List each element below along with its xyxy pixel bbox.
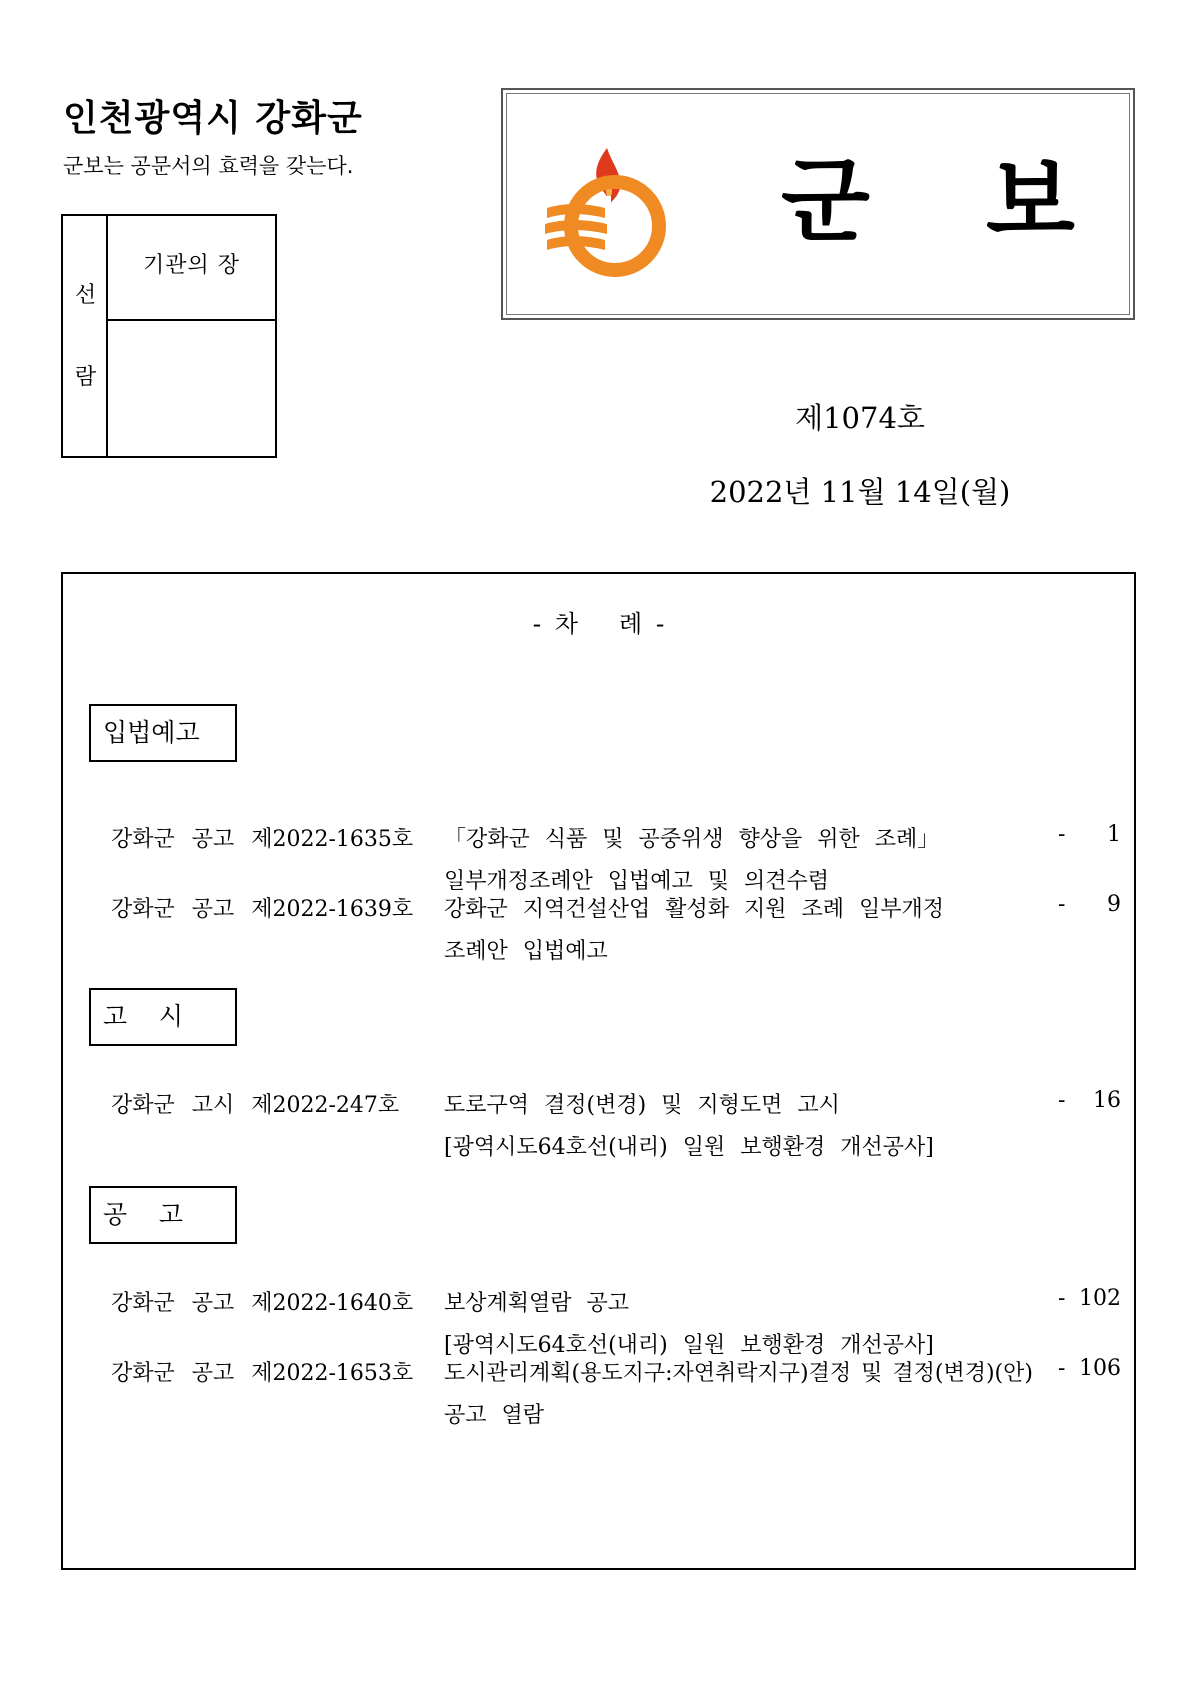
toc-title: - 차 례 - [532, 610, 665, 638]
motto: 군보는 공문서의 효력을 갖는다. [63, 154, 354, 178]
entry-page: 16 [1093, 1088, 1121, 1113]
entry-dash: - [1058, 822, 1066, 847]
review-side-label-top: 선 [74, 283, 97, 308]
entry-dash: - [1058, 1286, 1066, 1311]
entry-title-line1: 도로구역 결정(변경) 및 지형도면 고시 [444, 1093, 840, 1118]
section-label-announcement: 고 시 [89, 988, 237, 1046]
review-side-label-bottom: 람 [74, 365, 97, 390]
entry-title-line2: 일부개정조례안 입법예고 및 의견수렴 [444, 869, 830, 894]
entry-dash: - [1058, 1356, 1066, 1381]
toc-entry[interactable] [111, 892, 1121, 982]
entry-page: 1 [1107, 822, 1121, 847]
entry-page: 106 [1079, 1356, 1121, 1381]
entry-title-line2: 공고 열람 [444, 1403, 545, 1428]
entry-number: 강화군 공고 제2022-1653호 [111, 1361, 414, 1386]
banner-title-char-1: 군 [781, 148, 870, 255]
entry-number: 강화군 공고 제2022-1640호 [111, 1291, 414, 1316]
entry-number: 강화군 고시 제2022-247호 [111, 1093, 400, 1118]
publish-date: 2022년 11월 14일(월) [709, 475, 1011, 509]
table-of-contents [61, 572, 1136, 1570]
entry-title-line1: 강화군 지역건설산업 활성화 지원 조례 일부개정 [444, 897, 945, 922]
ganghwa-county-emblem-icon [543, 138, 683, 278]
entry-title-line2: [광역시도64호선(내리) 일원 보행환경 개선공사] [444, 1333, 934, 1358]
organization-name: 인천광역시 강화군 [63, 98, 363, 139]
banner-title-char-2: 보 [986, 148, 1075, 255]
entry-dash: - [1058, 892, 1066, 917]
entry-number: 강화군 공고 제2022-1635호 [111, 827, 414, 852]
gazette-banner [501, 88, 1135, 320]
section-label-public-notice: 공 고 [89, 1186, 237, 1244]
toc-entry[interactable] [111, 1088, 1121, 1178]
entry-page: 102 [1079, 1286, 1121, 1311]
entry-dash: - [1058, 1088, 1066, 1113]
entry-number: 강화군 공고 제2022-1639호 [111, 897, 414, 922]
entry-title-line2: 조례안 입법예고 [444, 939, 608, 964]
entry-page: 9 [1107, 892, 1121, 917]
review-side-column [63, 216, 108, 456]
issue-number: 제1074호 [795, 401, 925, 435]
entry-title-line1: 보상계획열람 공고 [444, 1291, 630, 1316]
toc-entry[interactable] [111, 1356, 1121, 1446]
review-head-label: 기관의 장 [108, 216, 275, 321]
entry-title-line1: 「강화군 식품 및 공중위생 향상을 위한 조례」 [444, 827, 940, 852]
section-label-legislative-notice: 입법예고 [89, 704, 237, 762]
entry-title-line1: 도시관리계획(용도지구:자연취락지구)결정 및 결정(변경)(안) [444, 1361, 1033, 1386]
entry-title-line2: [광역시도64호선(내리) 일원 보행환경 개선공사] [444, 1135, 934, 1160]
review-box [61, 214, 277, 458]
